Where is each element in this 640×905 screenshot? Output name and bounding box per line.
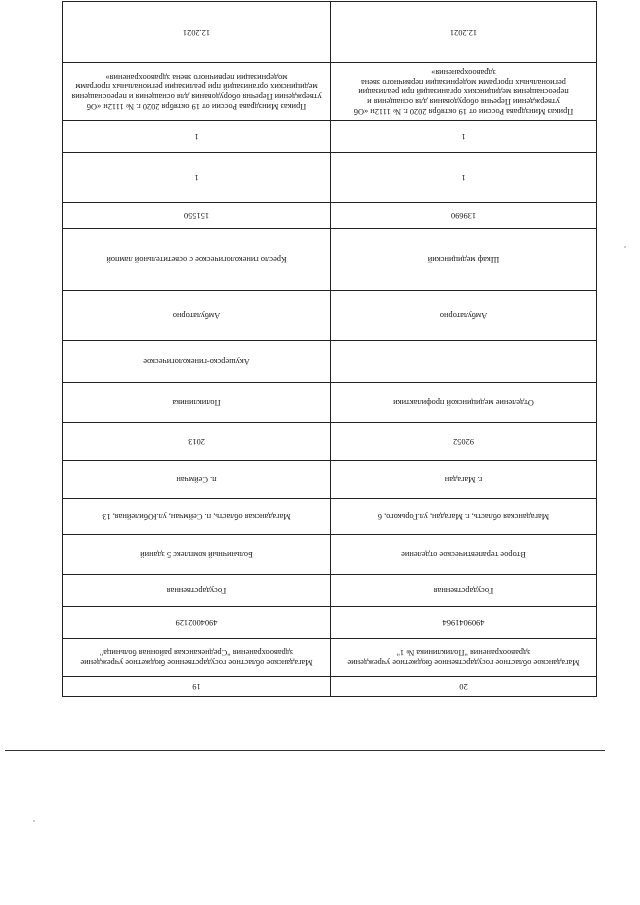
table-row-regulation xyxy=(63,63,597,121)
cell-left: 20 xyxy=(331,677,597,697)
cell-right: Больничный комплекс 5 зданий xyxy=(63,535,331,575)
cell-left: Магаданская область, г. Магадан, ул.Горького, 6 xyxy=(331,499,597,535)
cell-left: Шкаф медицинский xyxy=(331,229,597,291)
table-row-department xyxy=(63,383,597,423)
cell-left: 1 xyxy=(331,153,597,203)
cell-right: 4904002129 xyxy=(63,607,331,639)
cell-right: п. Сеймчан xyxy=(63,461,331,499)
cell-right: 2013 xyxy=(63,423,331,461)
table-row-quantity-2 xyxy=(63,121,597,153)
table-row-inn xyxy=(63,607,597,639)
equipment-table xyxy=(62,1,597,697)
cell-right: 1 xyxy=(63,153,331,203)
cell-left: Второе терапевтическое отделение xyxy=(331,535,597,575)
table-row-code xyxy=(63,423,597,461)
table-row-quantity xyxy=(63,153,597,203)
cell-right: Приказ Минздрава России от 19 октября 2020 г. № 1112н «Об утверждении Перечня оборудования для оснащения и переоснащения медицинских организаций при реализации региональных программ модернизации первичного звена здравоохранения» xyxy=(63,63,331,121)
cell-right: Поликлиника xyxy=(63,383,331,423)
cell-left: Отделение медицинской профилактики xyxy=(331,383,597,423)
table-row-ownership xyxy=(63,575,597,607)
table-row-number xyxy=(63,677,597,697)
cell-right: 1 xyxy=(63,121,331,153)
cell-left: г. Магадан xyxy=(331,461,597,499)
table-row-price xyxy=(63,203,597,229)
cell-right: Акушерско-гинекологическое xyxy=(63,341,331,383)
cell-left: Приказ Минздрава России от 19 октября 2020 г. № 1112н «Об утверждении Перечня оборудования для оснащения и переоснащения медицинских организаций при реализации региональных программ модернизации первичного звена здравоохранения» xyxy=(331,63,597,121)
rotated-table-wrapper xyxy=(71,27,597,697)
scan-speck xyxy=(624,246,626,248)
cell-right: 19 xyxy=(63,677,331,697)
cell-right: Магаданская область, п. Сеймчан, ул.Юбилейная, 13 xyxy=(63,499,331,535)
table-row-locality xyxy=(63,461,597,499)
cell-right: Магаданское областное государственное бюджетное учреждение здравоохранения "Среднеканская районная больница" xyxy=(63,639,331,677)
table-row-organization xyxy=(63,639,597,677)
cell-right: Государственная xyxy=(63,575,331,607)
cell-left: 92052 xyxy=(331,423,597,461)
cell-left: 1 xyxy=(331,121,597,153)
horizontal-rule xyxy=(5,750,605,751)
table-row-profile xyxy=(63,341,597,383)
cell-right: 151550 xyxy=(63,203,331,229)
table-row-address xyxy=(63,499,597,535)
cell-left: Магаданское областное государственное бюджетное учреждение здравоохранения "Поликлиника № 1" xyxy=(331,639,597,677)
cell-right: 12.2021 xyxy=(63,2,331,63)
cell-right: Кресло гинекологическое с осветительной лампой xyxy=(63,229,331,291)
cell-left xyxy=(331,341,597,383)
cell-left: 12.2021 xyxy=(331,2,597,63)
cell-left: Государственная xyxy=(331,575,597,607)
cell-right: Амбулаторно xyxy=(63,291,331,341)
table-row-building xyxy=(63,535,597,575)
cell-left: 139690 xyxy=(331,203,597,229)
table-row-care-type xyxy=(63,291,597,341)
table-row-date xyxy=(63,2,597,63)
cell-left: 4909041964 xyxy=(331,607,597,639)
scan-speck xyxy=(33,820,35,822)
cell-left: Амбулаторно xyxy=(331,291,597,341)
table-row-equipment xyxy=(63,229,597,291)
